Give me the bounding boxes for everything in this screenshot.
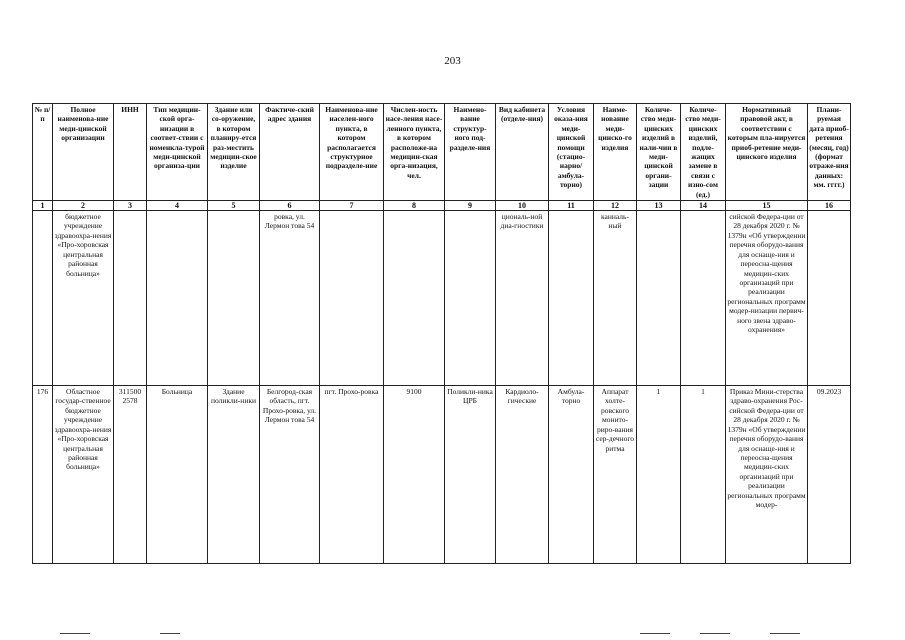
- column-number: 7: [320, 201, 384, 211]
- header-cell: Наимено-вание структур-ного под-разделе-ния: [445, 104, 496, 201]
- header-cell: Условия оказа-ния меди-цинской помощи (стацио-нарно/ амбула-торно): [549, 104, 594, 201]
- cell-qty: 1: [637, 386, 681, 564]
- cell-building: Здание поликли-ники: [208, 386, 260, 564]
- table-row: [33, 211, 851, 386]
- cell-qty: [637, 211, 681, 386]
- cell-date: 09.2023: [808, 386, 851, 564]
- cell-inn: [114, 211, 147, 386]
- cell-unit: Поликли-ника ЦРБ: [445, 386, 496, 564]
- header-cell: № п/п: [33, 104, 53, 201]
- cell-org: бюджетное учреждение здравоохра-нения «Про-хоровская центральная районная больница»: [53, 211, 114, 386]
- header-cell: Фактиче-ский адрес здания: [260, 104, 320, 201]
- header-cell: Количе-ство меди-цинских изделий в нали-чии в меди-цинской органи-зации: [637, 104, 681, 201]
- column-number: 16: [808, 201, 851, 211]
- cell-building: [208, 211, 260, 386]
- cell-act: Приказ Мини-стерства здраво-охранения Рос-сийской Федера-ции от 28 декабря 2020 г. № 1379н «Об утверждении перечня оборудо-вания для оснаще-ния и переосна-щения медицин-ских организаций при реализации региональных программ модер-: [726, 386, 808, 564]
- cell-num: 176: [33, 386, 53, 564]
- cell-device: Аппарат холте-ровского монито-риро-вания сер-дечного ритма: [594, 386, 637, 564]
- column-number: 9: [445, 201, 496, 211]
- column-number: 10: [496, 201, 549, 211]
- cell-type: [147, 211, 208, 386]
- header-cell: Нормативный правовой акт, в соответствии с которым пла-нируется приоб-ретение меди-цинского изделия: [726, 104, 808, 201]
- cell-replace: [681, 211, 726, 386]
- cell-act: сийской Федера-ции от 28 декабря 2020 г. № 1379н «Об утверждении перечня оборудо-вания для оснаще-ния и переосна-щения медицин-ских организаций при реализации региональных программ модер-низации первич-ного звена здраво-охранения»: [726, 211, 808, 386]
- column-number: 1: [33, 201, 53, 211]
- cell-org: Областное государ-ственное бюджетное учреждение здравоохра-нения «Про-хоровская центральная районная больница»: [53, 386, 114, 564]
- cell-conditions: [549, 211, 594, 386]
- cell-unit: [445, 211, 496, 386]
- footer-rule: [640, 633, 670, 634]
- page-number: 203: [444, 55, 461, 67]
- footer-rule: [700, 633, 730, 634]
- column-number: 3: [114, 201, 147, 211]
- cell-device: канналь-ный: [594, 211, 637, 386]
- header-cell: Числен-ность насе-ления насе-ленного пункта, в котором расположе-на медицин-ская орга-низация, чел.: [384, 104, 445, 201]
- cell-num: [33, 211, 53, 386]
- cell-cabinet: циональ-ной диа-гностики: [496, 211, 549, 386]
- header-cell: Плани-руемая дата приоб-ретения (месяц, год) (формат отраже-ния данных: мм. гггг.): [808, 104, 851, 201]
- header-cell: Тип медицин-ской орга-низации в соответ-ствии с номенкла-турой меди-цинской организа-ции: [147, 104, 208, 201]
- column-number: 12: [594, 201, 637, 211]
- cell-type: Больница: [147, 386, 208, 564]
- footer-rule: [160, 633, 180, 634]
- cell-cabinet: Кардиоло-гические: [496, 386, 549, 564]
- cell-population: 9100: [384, 386, 445, 564]
- cell-address: Белгород-ская область, пгт. Прохо-ровка, ул. Лермон това 54: [260, 386, 320, 564]
- column-number: 14: [681, 201, 726, 211]
- column-number-row: [33, 201, 851, 211]
- header-cell: Наименова-ние населен-ного пункта, в котором располагается структурное подразделе-ние: [320, 104, 384, 201]
- table-row: [33, 386, 851, 564]
- column-number: 5: [208, 201, 260, 211]
- header-cell: Количе-ство меди-цинских изделий, подле-жащих замене в связи с изно-сом (ед.): [681, 104, 726, 201]
- cell-date: [808, 211, 851, 386]
- column-number: 13: [637, 201, 681, 211]
- cell-replace: 1: [681, 386, 726, 564]
- cell-population: [384, 211, 445, 386]
- column-number: 15: [726, 201, 808, 211]
- cell-conditions: Амбула-торно: [549, 386, 594, 564]
- header-cell: Наиме-нование меди-цинско-го изделия: [594, 104, 637, 201]
- column-number: 2: [53, 201, 114, 211]
- cell-locality: [320, 211, 384, 386]
- column-number: 4: [147, 201, 208, 211]
- column-number: 11: [549, 201, 594, 211]
- cell-inn: 311500 2578: [114, 386, 147, 564]
- column-number: 6: [260, 201, 320, 211]
- header-cell: ИНН: [114, 104, 147, 201]
- header-cell: Здание или со-оружение, в котором планиру-ется раз-местить медицин-ское изделие: [208, 104, 260, 201]
- footer-rule: [770, 633, 800, 634]
- column-number: 8: [384, 201, 445, 211]
- equipment-table: [32, 103, 851, 564]
- header-cell: Вид кабинета (отделе-ния): [496, 104, 549, 201]
- footer-rule: [60, 633, 90, 634]
- cell-locality: пгт. Прохо-ровка: [320, 386, 384, 564]
- table-header-row: [33, 104, 851, 201]
- cell-address: ровка, ул. Лермон това 54: [260, 211, 320, 386]
- header-cell: Полное наименова-ние меди-цинской организации: [53, 104, 114, 201]
